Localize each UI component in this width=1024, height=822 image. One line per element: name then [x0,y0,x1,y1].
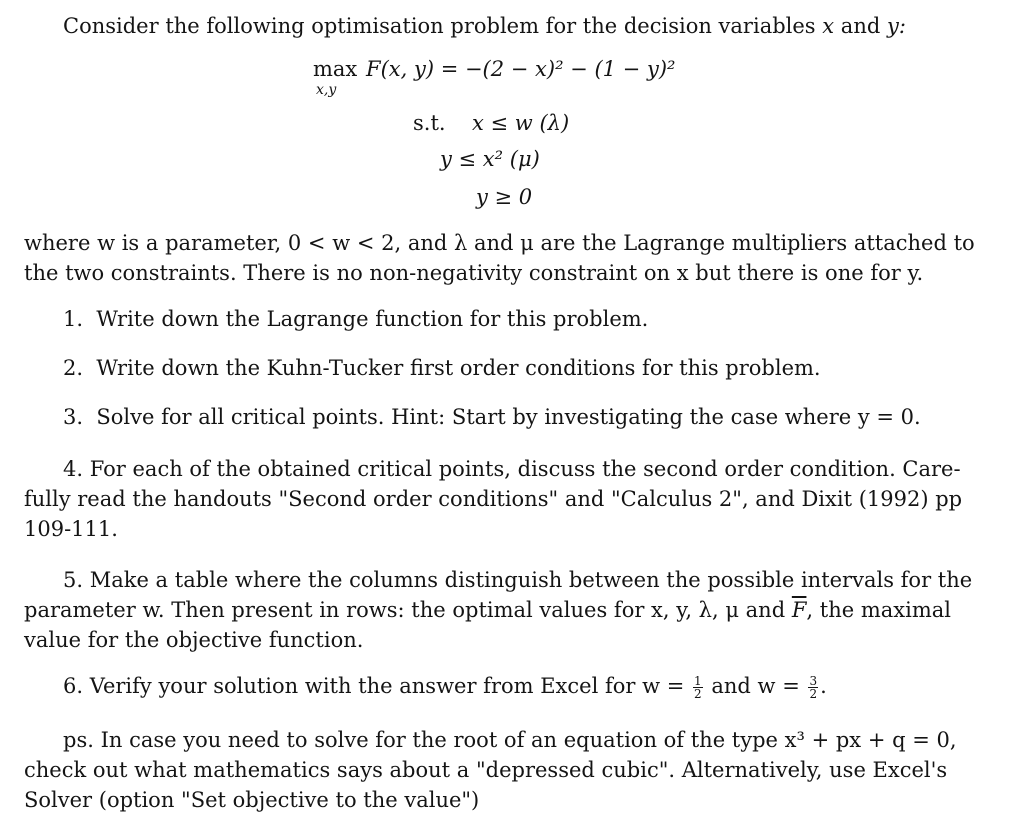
list-item-5 [24,565,992,655]
where-line-2: the two constraints. There is no non-negativity constraint on x but there is one for y. [24,261,924,285]
intro-text: Consider the following optimisation problem for the decision variables [63,14,816,38]
constraint-2: y ≤ x² (μ) [440,147,540,171]
ps-line-3: Solver (option "Set objective to the value") [24,788,480,812]
ps-line-2: check out what mathematics says about a "depressed cubic". Alternatively, use Excel's [24,758,948,782]
var-y: y: [886,14,906,38]
item4-line-1: 4. For each of the obtained critical points, discuss the second order condition. Care- [63,457,961,481]
item-number: 1. [63,307,84,331]
ps-paragraph [24,725,992,815]
fraction-three-halves: $\frac{3}{2}$ [809,674,818,701]
constraint-3: y ≥ 0 [476,185,533,209]
list-item-4 [24,454,992,544]
item-number: 3. [63,405,84,429]
objective-expression: F(x, y) = −(2 − x)² − (1 − y)² [366,57,676,81]
list-item-6 [63,674,827,700]
subject-to-label: s.t. [413,111,446,135]
item-text: Solve for all critical points. Hint: Start by investigating the case where y = 0. [96,405,921,429]
item5-line-2-tail: , the maximal [806,598,951,622]
f-bar-symbol: $\overline{F}$ [791,598,807,622]
item5-line-2-text: parameter w. Then present in rows: the optimal values for x, y, λ, μ and [24,598,786,622]
max-operator: max [313,57,358,81]
item5-line-2 [24,595,992,625]
list-item-3 [63,405,921,429]
objective-max [313,57,357,81]
var-x: x [822,14,835,38]
list-item-1 [63,307,648,331]
intro-line [63,14,906,38]
list-item-2 [63,356,821,380]
and-word: and [840,14,881,38]
item6-text: 6. Verify your solution with the answer from Excel for w = [63,674,685,698]
objective-subscript: x,y [316,82,337,98]
item4-line-2: fully read the handouts "Second order conditions" and "Calculus 2", and Dixit (1992) pp [24,487,963,511]
item6-end: . [820,674,827,698]
constraint-1: x ≤ w (λ) [472,111,570,135]
item-number: 2. [63,356,84,380]
item5-line-3: value for the objective function. [24,628,364,652]
item4-line-3: 109-111. [24,517,118,541]
where-line-1: where w is a parameter, 0 < w < 2, and λ and μ are the Lagrange multipliers attached to [24,231,975,255]
item-text: Write down the Lagrange function for this problem. [96,307,649,331]
item6-mid: and w = [711,674,800,698]
fraction-one-half: $\frac{1}{2}$ [694,674,702,701]
item-text: Write down the Kuhn-Tucker first order conditions for this problem. [96,356,821,380]
ps-line-1: ps. In case you need to solve for the root of an equation of the type x³ + px + q = 0, [63,728,957,752]
item5-line-1: 5. Make a table where the columns distinguish between the possible intervals for the [63,568,973,592]
where-paragraph [24,228,992,288]
